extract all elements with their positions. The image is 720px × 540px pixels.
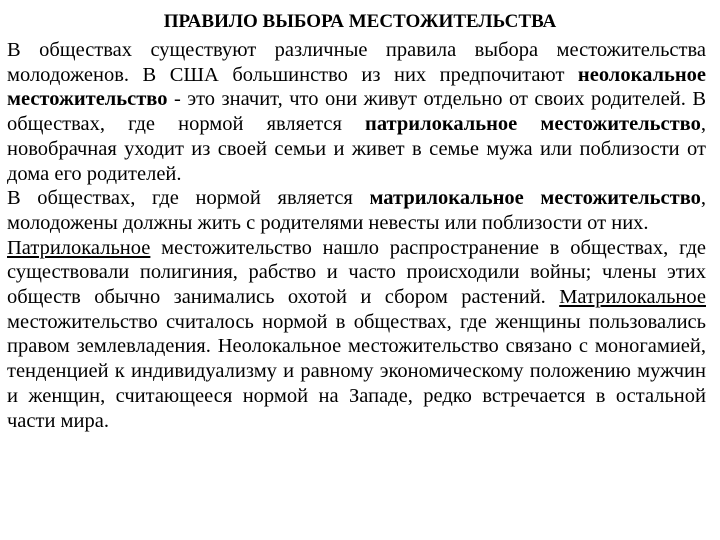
spread-text-1: местожительство нашло распространение в обществах, где существовали полигиния, рабство и часто происходили войны; члены этих обществ обычно занимались охотой и сбором растений.: [7, 236, 706, 309]
matrilocal-text-1: В обществах, где нормой является: [7, 187, 370, 210]
intro-text-2: - это значит, что они живут отдельно от своих родителей. В обществах, где нормой является: [7, 88, 706, 136]
term-matrilocal: матрилокальное местожительство: [369, 187, 701, 210]
underlined-patrilocal: Патрилокальное: [7, 236, 151, 259]
term-neolocal: неолокальное местожительство: [7, 63, 706, 111]
intro-text-1: В обществах существуют различные правила выбора местожительства молодоженов. В США большинство из них предпочитают: [7, 39, 706, 86]
paragraph-intro: [7, 38, 706, 186]
paragraph-spread: [7, 236, 706, 434]
matrilocal-text-2: , молодожены должны жить с родителями невесты или поблизости от них.: [7, 187, 706, 234]
slide-title: ПРАВИЛО ВЫБОРА МЕСТОЖИТЕЛЬСТВА: [163, 11, 557, 32]
spread-text-2: местожительство считалось нормой в обществах, где женщины пользовались правом землевладения. Неолокальное местожительство связано с моногамией, тенденцией к индивидуализму и равному экономическому положению мужчин и женщин, считающееся нормой на Западе, редко встречается в остальной части мира.: [7, 310, 706, 432]
paragraph-matrilocal: [7, 186, 706, 235]
intro-text-3: , новобрачная уходит из своей семьи и живет в семье мужа или поблизости от дома его родителей.: [7, 113, 706, 185]
term-patrilocal: патрилокальное местожительство: [365, 113, 701, 136]
underlined-matrilocal: Матрилокальное: [559, 286, 706, 309]
slide-body: [7, 38, 706, 433]
